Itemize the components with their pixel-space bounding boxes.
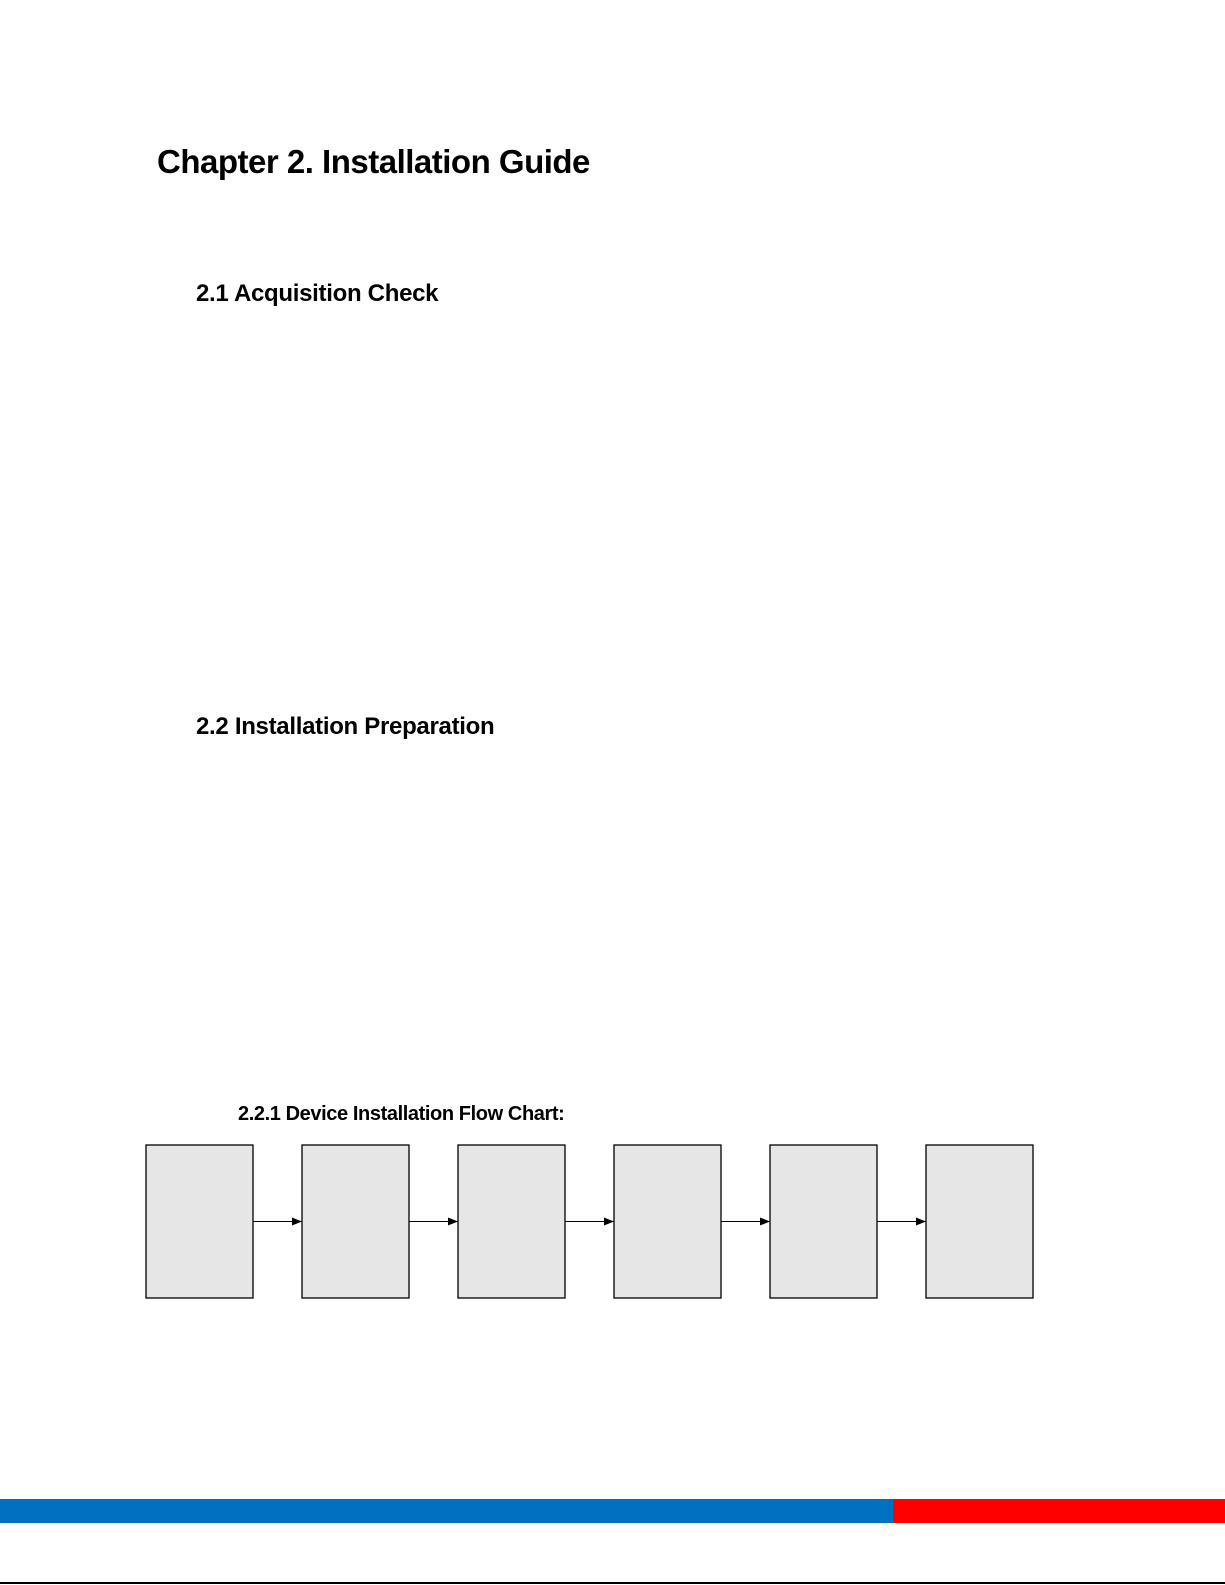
bottom-rule-line bbox=[0, 1582, 1225, 1584]
flow-step-box-3 bbox=[458, 1145, 565, 1298]
flow-step-box-6 bbox=[926, 1145, 1033, 1298]
footer-bar-blue-segment bbox=[0, 1499, 893, 1523]
device-installation-flow-chart bbox=[140, 1140, 1040, 1305]
flow-step-box-5 bbox=[770, 1145, 877, 1298]
footer-color-bar bbox=[0, 1499, 1225, 1523]
chapter-title: Chapter 2. Installation Guide bbox=[157, 143, 590, 180]
section-heading-acquisition-check: 2.1 Acquisition Check bbox=[196, 280, 439, 307]
subsection-heading-flow-chart: 2.2.1 Device Installation Flow Chart: bbox=[238, 1103, 565, 1125]
flow-step-box-1 bbox=[146, 1145, 253, 1298]
flow-step-box-2 bbox=[302, 1145, 409, 1298]
flow-step-box-4 bbox=[614, 1145, 721, 1298]
section-heading-installation-preparation: 2.2 Installation Preparation bbox=[196, 713, 495, 740]
footer-bar-red-segment bbox=[893, 1499, 1225, 1523]
